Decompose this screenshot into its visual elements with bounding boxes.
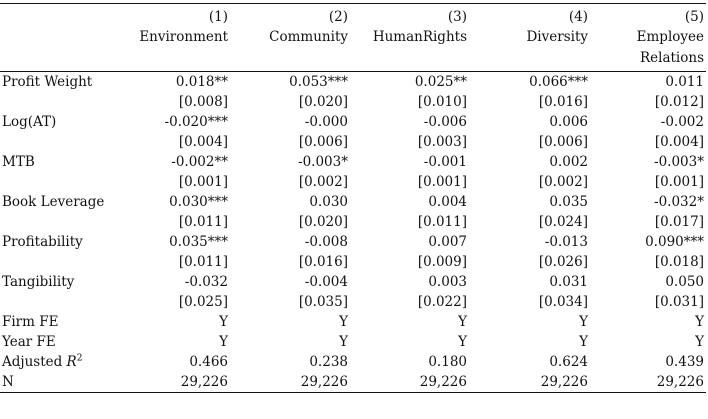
standard-error-cell: [0.008] (178, 94, 228, 110)
standard-error-cell: [0.002] (298, 174, 348, 190)
coefficient-cell: 0.004 (428, 194, 467, 210)
column-number: (3) (350, 4, 469, 28)
coefficient-cell: -0.002** (171, 154, 228, 170)
footer-value-cell: 29,226 (469, 372, 590, 393)
footer-label-variable: R (66, 354, 77, 370)
coefficient-cell: -0.002 (660, 114, 704, 130)
footer-value-cell: Y (219, 334, 228, 350)
standard-error-cell: [0.011] (178, 214, 228, 230)
footer-value-cell: Y (579, 314, 588, 330)
standard-error-cell: [0.010] (417, 94, 467, 110)
standard-error-cell: [0.022] (417, 294, 467, 310)
column-number-row (0, 4, 706, 28)
coefficient-cell: 0.006 (549, 114, 588, 130)
standard-error-cell: [0.004] (178, 134, 228, 150)
footer-label: Firm FE (2, 314, 59, 330)
coefficient-cell: -0.004 (304, 274, 348, 290)
footer-value-cell: 0.439 (665, 354, 704, 370)
standard-error-cell: [0.024] (538, 214, 588, 230)
column-name-line: Employee (636, 29, 704, 45)
footer-value-cell: Y (339, 334, 348, 350)
row-label: Tangibility (2, 274, 75, 290)
column-number: (2) (230, 4, 350, 28)
footer-value-cell: 0.180 (428, 354, 467, 370)
coefficient-cell: 0.018** (126, 72, 230, 93)
dependent-variable-row (0, 27, 706, 72)
standard-error-cell: [0.009] (417, 254, 467, 270)
coefficient-cell: -0.032* (654, 194, 704, 210)
coefficient-row (0, 232, 706, 252)
standard-error-cell: [0.003] (417, 134, 467, 150)
footer-value-cell: Y (695, 314, 704, 330)
coefficient-cell: 0.090*** (645, 234, 704, 250)
column-name: Diversity (526, 29, 588, 45)
footer-row (0, 352, 706, 372)
standard-error-cell: [0.002] (538, 174, 588, 190)
standard-error-row (0, 252, 706, 272)
coefficient-cell: 0.030 (309, 194, 348, 210)
standard-error-cell: [0.026] (538, 254, 588, 270)
coefficient-cell: -0.000 (304, 114, 348, 130)
footer-value-cell: 0.466 (189, 354, 228, 370)
coefficient-cell: 0.030*** (169, 194, 228, 210)
coefficient-rows (0, 72, 706, 313)
coefficient-cell: -0.003* (298, 154, 348, 170)
row-label: Book Leverage (2, 194, 105, 210)
standard-error-cell: [0.011] (417, 214, 467, 230)
standard-error-row (0, 132, 706, 152)
coefficient-cell: -0.001 (423, 154, 467, 170)
standard-error-row (0, 292, 706, 312)
standard-error-cell: [0.001] (178, 174, 228, 190)
standard-error-cell: [0.001] (654, 174, 704, 190)
row-label-empty (0, 132, 126, 152)
footer-value-cell: 29,226 (126, 372, 230, 393)
footer-label: Year FE (2, 334, 56, 350)
footer-value-cell: 29,226 (590, 372, 706, 393)
standard-error-cell: [0.004] (654, 134, 704, 150)
footer-row (0, 332, 706, 352)
footer-label: N (0, 372, 126, 393)
standard-error-cell: [0.031] (654, 294, 704, 310)
footer-value-cell: Y (339, 314, 348, 330)
corner-cell (0, 4, 126, 28)
standard-error-cell: [0.035] (298, 294, 348, 310)
footer-value-cell: 0.624 (549, 354, 588, 370)
standard-error-cell: [0.016] (538, 94, 588, 110)
footer-row (0, 372, 706, 393)
column-name-employee-relations (590, 27, 706, 72)
standard-error-cell: [0.018] (654, 254, 704, 270)
standard-error-cell: [0.020] (298, 94, 348, 110)
standard-error-cell: [0.034] (538, 294, 588, 310)
column-number: (1) (126, 4, 230, 28)
coefficient-row (0, 112, 706, 132)
standard-error-row (0, 172, 706, 192)
coefficient-row (0, 152, 706, 172)
footer-value-cell: 29,226 (230, 372, 350, 393)
regression-table (0, 3, 706, 393)
column-name: HumanRights (372, 29, 467, 45)
row-label: Profit Weight (0, 72, 126, 93)
footer-rows (0, 312, 706, 393)
coefficient-cell: -0.020*** (164, 114, 228, 130)
footer-value-cell: 29,226 (350, 372, 469, 393)
row-label-empty (0, 252, 126, 272)
footer-value-cell: Y (219, 314, 228, 330)
standard-error-cell: [0.016] (298, 254, 348, 270)
footer-row (0, 312, 706, 332)
standard-error-cell: [0.006] (298, 134, 348, 150)
row-label: MTB (2, 154, 35, 170)
coefficient-row (0, 72, 706, 93)
coefficient-cell: -0.003* (654, 154, 704, 170)
row-label-empty (0, 92, 126, 112)
coefficient-cell: 0.011 (590, 72, 706, 93)
column-number: (4) (469, 4, 590, 28)
standard-error-row (0, 212, 706, 232)
coefficient-cell: 0.031 (549, 274, 588, 290)
footer-label-text: Adjusted (2, 354, 67, 370)
coefficient-cell: 0.007 (428, 234, 467, 250)
column-name: Community (269, 29, 348, 45)
coefficient-cell: -0.008 (304, 234, 348, 250)
row-label-empty (0, 212, 126, 232)
coefficient-cell: 0.025** (350, 72, 469, 93)
standard-error-cell: [0.017] (654, 214, 704, 230)
coefficient-cell: 0.066*** (469, 72, 590, 93)
footer-value-cell: Y (458, 334, 467, 350)
footer-value-cell: Y (579, 334, 588, 350)
coefficient-cell: 0.035*** (169, 234, 228, 250)
footer-value-cell: Y (458, 314, 467, 330)
column-number: (5) (590, 4, 706, 28)
coefficient-cell: 0.003 (428, 274, 467, 290)
footer-value-cell: Y (695, 334, 704, 350)
standard-error-row (0, 92, 706, 112)
coefficient-cell: 0.053*** (230, 72, 350, 93)
coefficient-cell: 0.035 (549, 194, 588, 210)
corner-cell (0, 27, 126, 72)
coefficient-cell: -0.013 (544, 234, 588, 250)
coefficient-row (0, 272, 706, 292)
row-label: Log(AT) (2, 114, 57, 130)
row-label: Profitability (2, 234, 83, 250)
coefficient-cell: 0.002 (549, 154, 588, 170)
column-name: Environment (139, 29, 228, 45)
column-name-line: Relations (639, 50, 704, 66)
standard-error-cell: [0.012] (654, 94, 704, 110)
footer-value-cell: 0.238 (309, 354, 348, 370)
row-label-empty (0, 172, 126, 192)
coefficient-cell: -0.032 (184, 274, 228, 290)
standard-error-cell: [0.001] (417, 174, 467, 190)
footer-label (0, 352, 126, 372)
footer-label-superscript: 2 (76, 353, 83, 364)
standard-error-cell: [0.006] (538, 134, 588, 150)
standard-error-cell: [0.025] (178, 294, 228, 310)
coefficient-cell: 0.050 (665, 274, 704, 290)
coefficient-cell: -0.006 (423, 114, 467, 130)
coefficient-row (0, 192, 706, 212)
row-label-empty (0, 292, 126, 312)
standard-error-cell: [0.011] (178, 254, 228, 270)
standard-error-cell: [0.020] (298, 214, 348, 230)
